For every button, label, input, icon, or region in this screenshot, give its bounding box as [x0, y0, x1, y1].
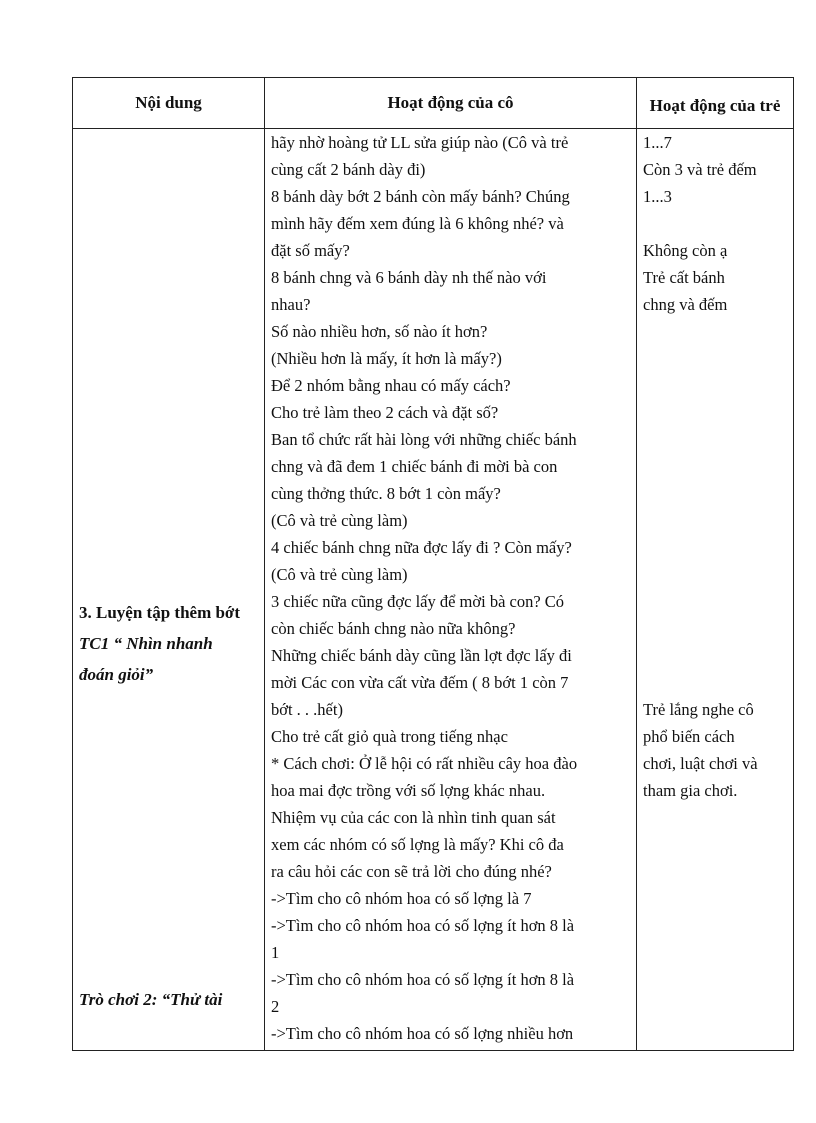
- teacher-line: ->Tìm cho cô nhóm hoa có số lợng nhiều hơn: [271, 1024, 574, 1043]
- child-line: Còn 3 và trẻ đếm: [643, 160, 757, 179]
- teacher-line: (Nhiều hơn là mấy, ít hơn là mấy?): [271, 349, 502, 368]
- teacher-line: ->Tìm cho cô nhóm hoa có số lợng ít hơn 8 là: [271, 916, 575, 935]
- teacher-line: Số nào nhiều hơn, số nào ít hơn?: [271, 322, 488, 341]
- teacher-line: Nhiệm vụ của các con là nhìn tinh quan sát: [271, 808, 556, 827]
- child-lines-bottom: [637, 696, 764, 804]
- header-content: Nội dung: [73, 78, 265, 129]
- header-teacher-activity: Hoạt động của cô: [265, 78, 637, 129]
- child-line: tham gia chơi.: [643, 781, 738, 800]
- child-line: 1...3: [643, 187, 672, 206]
- child-line: Trẻ cất bánh: [643, 268, 725, 287]
- child-line: [643, 210, 787, 237]
- teacher-activity-cell: [265, 129, 637, 1051]
- body-row: [73, 129, 794, 1051]
- teacher-line: mình hãy đếm xem đúng là 6 không nhé? và: [271, 214, 564, 233]
- game1-label: TC1 “ Nhìn nhanh: [79, 634, 213, 653]
- content-cell: [73, 129, 265, 1051]
- teacher-line: 8 bánh chng và 6 bánh dày nh thế nào với: [271, 268, 547, 287]
- teacher-line: ->Tìm cho cô nhóm hoa có số lợng là 7: [271, 889, 532, 908]
- teacher-line: mời Các con vừa cất vừa đếm ( 8 bớt 1 còn 7: [271, 673, 569, 692]
- section-block: [79, 597, 240, 690]
- child-line: 1...7: [643, 133, 672, 152]
- teacher-line: cùng thởng thức. 8 bớt 1 còn mấy?: [271, 484, 501, 503]
- teacher-line: xem các nhóm có số lợng là mấy? Khi cô đa: [271, 835, 564, 854]
- lesson-table: [72, 77, 794, 1051]
- teacher-line: Ban tổ chức rất hài lòng với những chiếc bánh: [271, 430, 577, 449]
- teacher-line: (Cô và trẻ cùng làm): [271, 565, 408, 584]
- teacher-line: ->Tìm cho cô nhóm hoa có số lợng ít hơn 8 là: [271, 970, 575, 989]
- teacher-line: bớt . . .hết): [271, 700, 343, 719]
- teacher-line: (Cô và trẻ cùng làm): [271, 511, 408, 530]
- teacher-line: Cho trẻ làm theo 2 cách và đặt số?: [271, 403, 499, 422]
- teacher-line: 8 bánh dày bớt 2 bánh còn mấy bánh? Chúng: [271, 187, 570, 206]
- teacher-line: 1: [271, 943, 280, 962]
- teacher-line: * Cách chơi: Ở lễ hội có rất nhiều cây hoa đào: [271, 754, 578, 773]
- teacher-line: còn chiếc bánh chng nào nữa không?: [271, 619, 516, 638]
- child-activity-cell: [637, 129, 794, 1051]
- teacher-line: nhau?: [271, 295, 311, 314]
- teacher-line: đặt số mấy?: [271, 241, 350, 260]
- teacher-line: hoa mai đợc trồng với số lợng khác nhau.: [271, 781, 546, 800]
- teacher-line: 2: [271, 997, 280, 1016]
- teacher-line: ra câu hỏi các con sẽ trả lời cho đúng nhé?: [271, 862, 552, 881]
- child-line: phổ biến cách: [643, 727, 735, 746]
- header-row: [73, 78, 794, 129]
- teacher-line: 4 chiếc bánh chng nữa đợc lấy đi ? Còn mấy?: [271, 538, 572, 557]
- game2-label: Trò chơi 2: “Thử tài: [79, 990, 223, 1009]
- teacher-line: cùng cất 2 bánh dày đi): [271, 160, 426, 179]
- section-title: 3. Luyện tập thêm bớt: [79, 603, 241, 622]
- child-line: Không còn ạ: [643, 241, 728, 260]
- teacher-line: hãy nhờ hoàng tử LL sửa giúp nào (Cô và trẻ: [271, 133, 569, 152]
- child-line: Trẻ lắng nghe cô: [643, 700, 754, 719]
- header-child-activity: Hoạt động của trẻ: [637, 78, 794, 129]
- teacher-line: 3 chiếc nữa cũng đợc lấy để mời bà con? Có: [271, 592, 565, 611]
- child-lines-top: [637, 129, 793, 318]
- child-line: chng và đếm: [643, 295, 728, 314]
- teacher-line: Cho trẻ cất giỏ quà trong tiếng nhạc: [271, 727, 508, 746]
- teacher-line: chng và đã đem 1 chiếc bánh đi mời bà con: [271, 457, 558, 476]
- teacher-lines: [265, 129, 636, 1047]
- teacher-line: Để 2 nhóm bằng nhau có mấy cách?: [271, 376, 511, 395]
- teacher-line: Những chiếc bánh dày cũng lần lợt đợc lấy đi: [271, 646, 572, 665]
- game1-label-cont: đoán giỏi”: [79, 665, 154, 684]
- child-line: chơi, luật chơi và: [643, 754, 758, 773]
